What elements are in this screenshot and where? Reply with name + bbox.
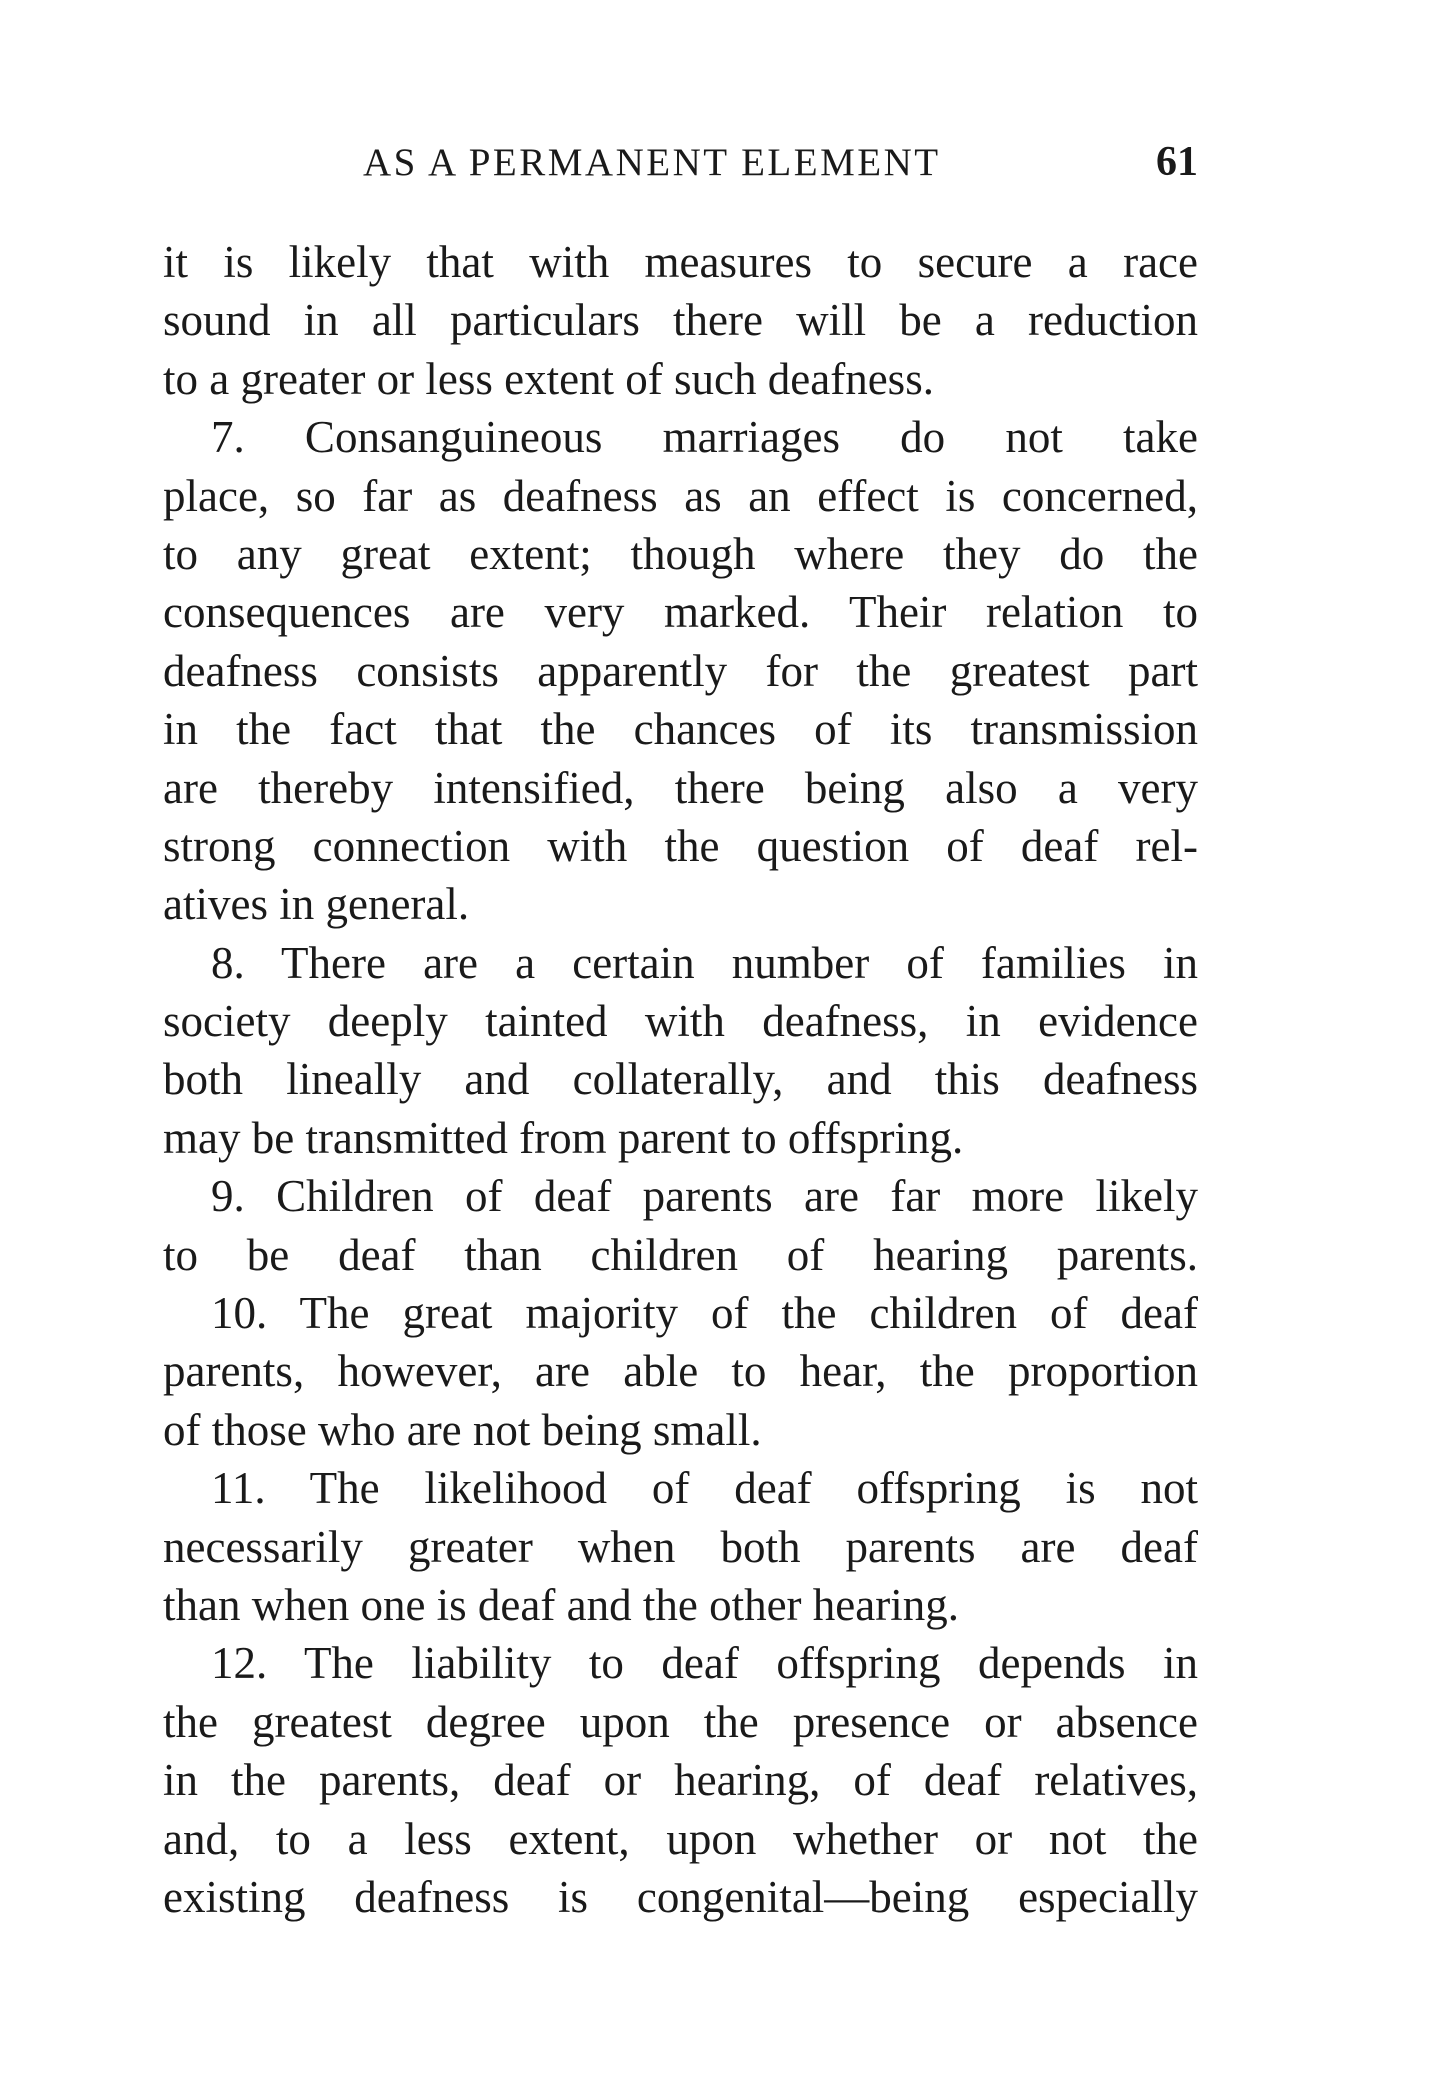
text-line: and, to a less extent, upon whether or not the: [163, 1813, 1198, 1864]
text-line: to be deaf than children of hearing parents.: [163, 1229, 1198, 1280]
text-line: may be transmitted from parent to offspring.: [163, 1112, 964, 1163]
numbered-item-start: 12. The liability to deaf offspring depends in: [211, 1638, 1198, 1689]
numbered-item-start: 7. Consanguineous marriages do not take: [211, 412, 1198, 463]
text-line: in the parents, deaf or hearing, of deaf relatives,: [163, 1755, 1198, 1806]
text-line: to any great extent; though where they do the: [163, 528, 1198, 579]
text-line: society deeply tainted with deafness, in evidence: [163, 996, 1198, 1047]
text-line: it is likely that with measures to secure a race: [163, 237, 1198, 287]
numbered-item-start: 11. The likelihood of deaf offspring is not: [211, 1463, 1198, 1514]
text-line: of those who are not being small.: [163, 1404, 762, 1455]
text-line: to a greater or less extent of such deafness.: [163, 353, 934, 404]
text-line: consequences are very marked. Their relation to: [163, 587, 1198, 638]
text-line: parents, however, are able to hear, the proportion: [163, 1346, 1198, 1397]
text-line: necessarily greater when both parents are deaf: [163, 1521, 1198, 1572]
page-number: 61: [1156, 139, 1198, 185]
text-line: deafness consists apparently for the greatest part: [163, 645, 1198, 696]
numbered-item-start: 10. The great majority of the children of deaf: [211, 1288, 1198, 1339]
text-line: than when one is deaf and the other hearing.: [163, 1579, 959, 1630]
text-line: the greatest degree upon the presence or absence: [163, 1696, 1198, 1747]
text-line: sound in all particulars there will be a reduction: [163, 295, 1198, 346]
text-line: are thereby intensified, there being also a very: [163, 762, 1198, 813]
running-header: [163, 140, 1198, 196]
text-line: in the fact that the chances of its transmission: [163, 704, 1198, 755]
running-title: AS A PERMANENT ELEMENT: [363, 141, 941, 184]
text-line: strong connection with the question of deaf rel-: [163, 820, 1198, 871]
numbered-item-start: 9. Children of deaf parents are far more likely: [211, 1171, 1198, 1222]
text-line: atives in general.: [163, 879, 470, 930]
numbered-item-start: 8. There are a certain number of families in: [211, 937, 1198, 988]
text-line: existing deafness is congenital—being especially: [163, 1871, 1198, 1922]
body-text: [163, 233, 1198, 1926]
text-line: place, so far as deafness as an effect is concerned,: [163, 470, 1198, 521]
text-line: both lineally and collaterally, and this deafness: [163, 1054, 1198, 1105]
